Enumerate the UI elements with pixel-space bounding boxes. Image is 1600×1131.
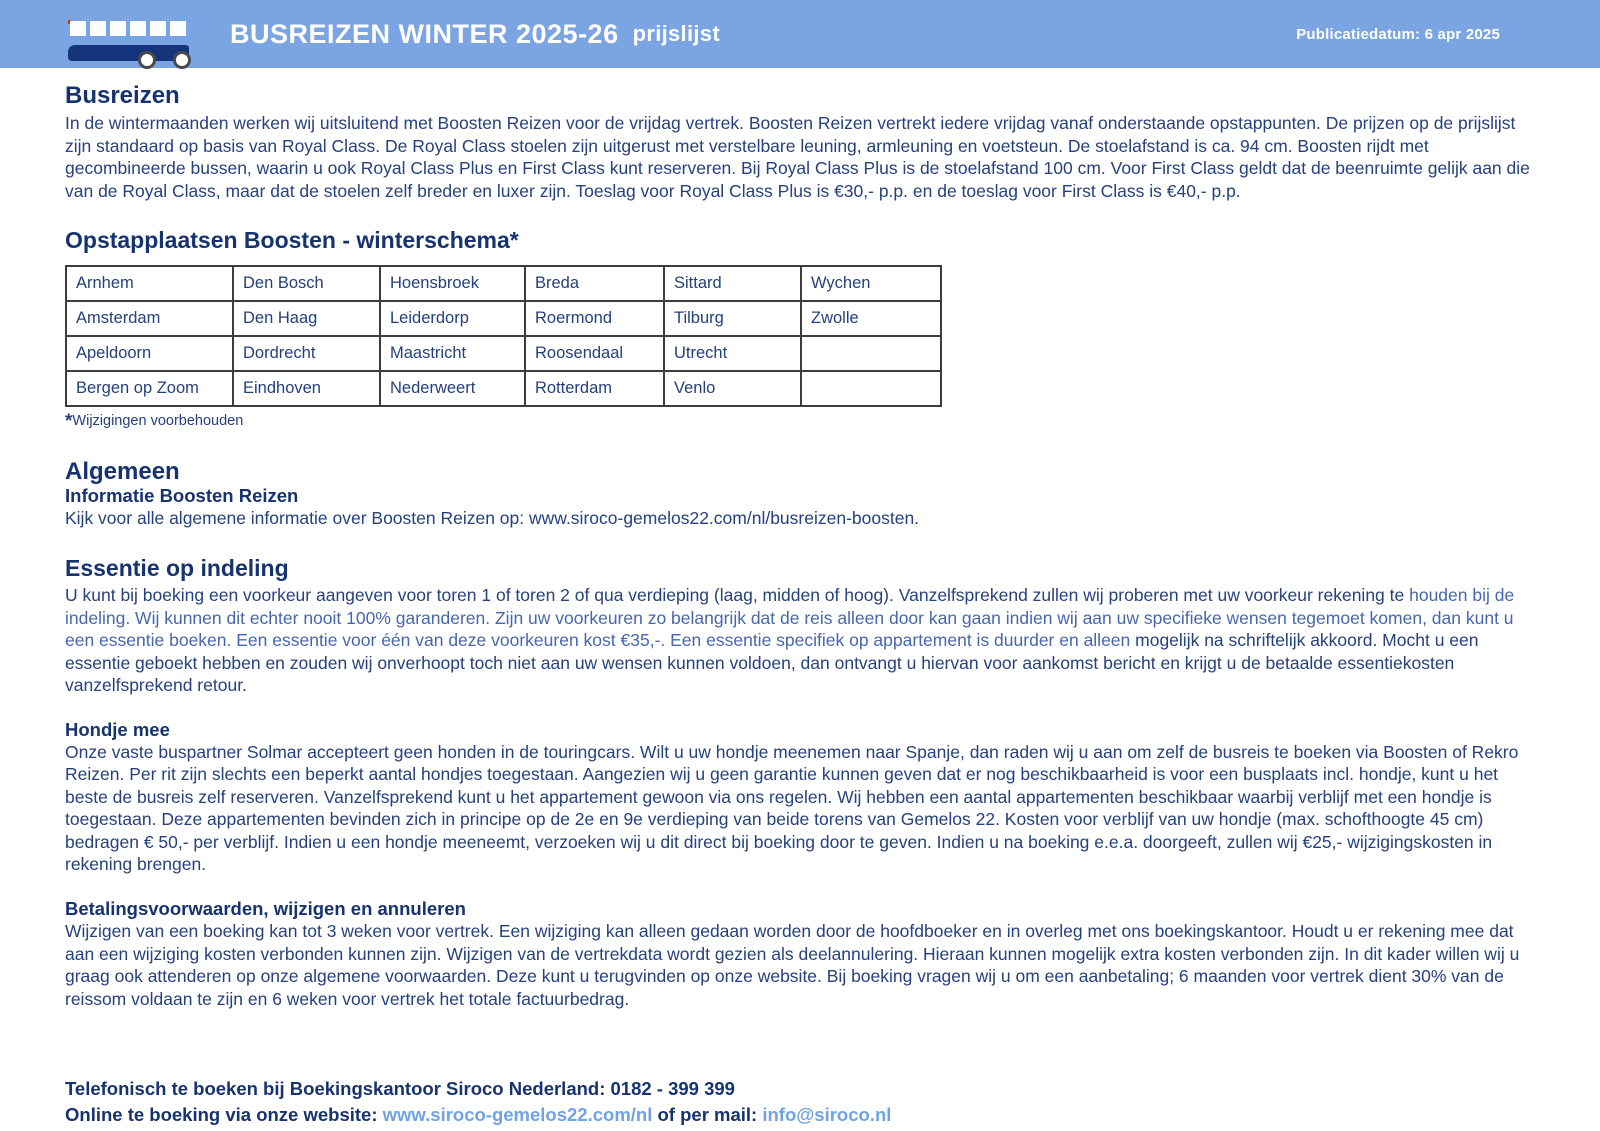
table-cell: Den Haag — [233, 301, 380, 336]
table-cell: Nederweert — [380, 371, 525, 406]
footer-online-middle: of per mail: — [652, 1104, 763, 1126]
essentie-paragraph — [65, 584, 1542, 697]
busreizen-paragraph: In de wintermaanden werken wij uitsluitend met Boosten Reizen voor de vrijdag vertrek. Boosten Reizen vertrekt iedere vrijdag vanaf onderstaande opstappunten. De prijzen op de prijslijst zijn standaard op basis van Royal Class. De Royal Class stoelen zijn uitgerust met verstelbare leuning, armleuning en voetsteun. De stoelafstand is ca. 94 cm. Boosten rijdt met gecombineerde bussen, waarin u ook Royal Class Plus en First Class kunt reserveren. Bij Royal Class Plus is de stoelafstand 100 cm. Voor First Class geldt dat de beenruimte gelijk aan die van de Royal Class, maar dat de stoelen zelf breder en luxer zijn. Toeslag voor Royal Class Plus is €30,- p.p. en de toeslag voor First Class is €40,- p.p. — [65, 113, 1530, 201]
hondje-paragraph: Onze vaste buspartner Solmar accepteert geen honden in de touringcars. Wilt u uw hondje meenemen naar Spanje, dan raden wij u aan om zelf de busreis te boeken via Boosten of Rekro Reizen. Per rit zijn slechts een beperkt aantal hondjes toegestaan. Aangezien wij u geen garantie kunnen geven dat er nog beschikbaarheid is voor een busplaats incl. hondje, kunt u het beste de busreis zelf reserveren. Vanzelfsprekend kunt u het appartement gewoon via ons regelen. Wij hebben een aantal appartementen beschikbaar waarbij verblijf met een hondje is toegestaan. Deze appartementen bevinden zich in principe op de 2e en 9e verdieping van beide torens van Gemelos 22. Kosten voor verblijf van uw hondje (max. schofthoogte 45 cm) bedragen € 50,- per verblijf. Indien u een hondje meeneemt, verzoeken wij u dit direct bij boeking door te geven. Indien u na boeking e.e.a. doorgeeft, zullen wij €25,- wijzigingskosten in rekening brengen. — [65, 741, 1519, 875]
page-content — [0, 68, 1600, 1128]
sub-heading-betalingsvoorwaarden: Betalingsvoorwaarden, wijzigen en annuleren — [65, 897, 466, 919]
publication-date: Publicatiedatum: 6 apr 2025 — [1296, 25, 1500, 43]
table-cell: Amsterdam — [66, 301, 233, 336]
document-title — [230, 0, 720, 68]
table-row — [66, 266, 941, 301]
table-cell: Bergen op Zoom — [66, 371, 233, 406]
email-link[interactable]: info@siroco.nl — [762, 1104, 892, 1126]
footnote-text: Wijzigingen voorbehouden — [72, 412, 244, 429]
table-row — [66, 301, 941, 336]
table-cell: Eindhoven — [233, 371, 380, 406]
document-title-sub: prijslijst — [632, 21, 720, 46]
table-cell: Leiderdorp — [380, 301, 525, 336]
table-cell: Wychen — [801, 266, 941, 301]
table-cell: Den Bosch — [233, 266, 380, 301]
footer-online-prefix: Online te boeking via onze website: — [65, 1104, 383, 1126]
table-cell: Utrecht — [664, 336, 801, 371]
sub-heading-informatie-boosten: Informatie Boosten Reizen — [65, 485, 299, 507]
bus-wheel-icon — [138, 51, 156, 69]
footer-phone-line: Telefonisch te boeken bij Boekingskantoor Siroco Nederland: 0182 - 399 399 — [65, 1078, 735, 1100]
table-cell — [801, 336, 941, 371]
table-row — [66, 336, 941, 371]
sub-heading-hondje-mee: Hondje mee — [65, 718, 170, 740]
section-heading-busreizen: Busreizen — [65, 82, 180, 109]
table-cell: Apeldoorn — [66, 336, 233, 371]
table-cell: Tilburg — [664, 301, 801, 336]
essentie-text-dark1: U kunt bij boeking een voorkeur aangeven voor toren 1 of toren 2 of qua verdieping (laag, midden of hoog). Vanzelfsprekend zullen wij proberen met uw voorkeur rekening te — [65, 585, 1410, 606]
table-cell: Breda — [525, 266, 664, 301]
table-cell — [801, 371, 941, 406]
table-row — [66, 371, 941, 406]
footer-online-line — [65, 1102, 1542, 1128]
essentie-text-light: houden bij de indeling. Wij kunnen dit echter nooit 100% garanderen. Zijn uw voorkeuren zo belangrijk dat de reis alleen door kan gaan indien wij aan uw specifieke wensen tegemoet komen, dan kunt u een essentie boeken. Een essentie voor één van deze voorkeuren kost €35,-. Een essentie specifiek op appartement is duurder en alleen — [65, 585, 1515, 651]
table-cell: Dordrecht — [233, 336, 380, 371]
footnote-asterisk: * — [65, 410, 73, 432]
section-heading-opstapplaatsen: Opstapplaatsen Boosten - winterschema* — [65, 227, 519, 254]
boarding-points-table — [65, 265, 942, 407]
betaling-paragraph: Wijzigen van een boeking kan tot 3 weken voor vertrek. Een wijziging kan alleen gedaan worden door de hoofdboeker en in overleg met ons boekingskantoor. Houdt u er rekening mee dat aan een wijziging kosten verbonden kunnen zijn. Wijzigen van de vertrekdata wordt gezien als deelannulering. Hieraan kunnen mogelijk extra kosten verbonden zijn. In dit kader willen wij u graag ook attenderen op onze algemene voorwaarden. Deze kunt u terugvinden op onze website. Bij boeking vragen wij u om een aanbetaling; 6 maanden voor vertrek dient 30% van de reissom voldaan te zijn en 6 weken voor vertrek het totale factuurbedrag. — [65, 921, 1520, 1009]
table-cell: Roermond — [525, 301, 664, 336]
table-cell: Zwolle — [801, 301, 941, 336]
table-cell: Arnhem — [66, 266, 233, 301]
bus-body — [68, 45, 189, 61]
bus-logo-icon — [68, 18, 190, 64]
section-heading-algemeen: Algemeen — [65, 457, 180, 485]
table-cell: Hoensbroek — [380, 266, 525, 301]
table-cell: Maastricht — [380, 336, 525, 371]
document-title-main: BUSREIZEN WINTER 2025-26 — [230, 18, 619, 49]
bus-windows — [70, 21, 186, 36]
booking-footer — [65, 1076, 1542, 1128]
essentie-text-dark2: mogelijk na schriftelijk akkoord. Mocht u een essentie geboekt hebben en zouden wij onverhoopt toch niet aan uw wensen kunnen voldoen, dan ontvangt u hiervan voor aankomst bericht en krijgt u de betaalde essentiekosten vanzelfsprekend retour. — [65, 630, 1479, 696]
header-bar — [0, 0, 1600, 68]
table-footnote — [65, 411, 1542, 433]
section-heading-essentie: Essentie op indeling — [65, 554, 289, 581]
website-link[interactable]: www.siroco-gemelos22.com/nl — [382, 1104, 653, 1126]
table-cell: Roosendaal — [525, 336, 664, 371]
table-cell: Sittard — [664, 266, 801, 301]
table-cell: Rotterdam — [525, 371, 664, 406]
algemeen-paragraph: Kijk voor alle algemene informatie over Boosten Reizen op: www.siroco-gemelos22.com/nl/busreizen-boosten. — [65, 508, 920, 529]
table-cell: Venlo — [664, 371, 801, 406]
bus-wheel-icon — [173, 51, 191, 69]
